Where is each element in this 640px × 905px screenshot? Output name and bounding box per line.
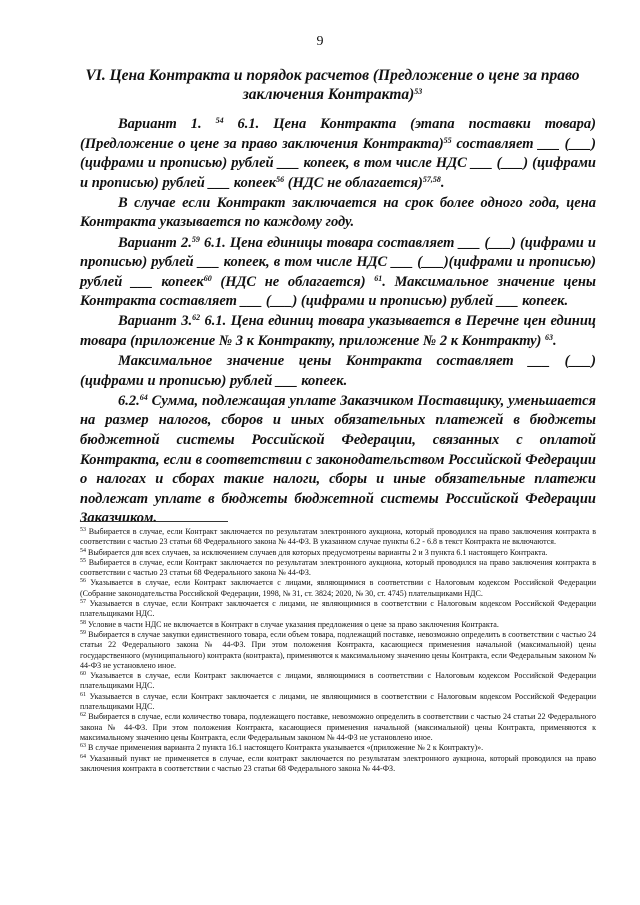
footnote	[80, 671, 596, 692]
footnote-number: 54	[80, 547, 86, 554]
footnote-number: 60	[80, 671, 86, 678]
paragraph-text: Вариант 1.	[118, 116, 216, 132]
footnote-ref: 59	[191, 234, 200, 244]
footnote	[80, 712, 596, 743]
body-paragraph	[80, 234, 596, 312]
footnote-divider	[80, 521, 228, 522]
paragraph-text: Максимальное значение цены Контракта составляет ___ (___) (цифрами и прописью) рублей ___ копеек.	[80, 353, 596, 389]
footnote	[80, 578, 596, 599]
footnote	[80, 527, 596, 548]
paragraph-text: Вариант 3.	[118, 313, 193, 330]
paragraph-text: 6.1. Цена Контракта (этапа поставки товара) (Предложение о цене за право заключения Контракта)	[80, 116, 596, 152]
paragraph-text: Сумма, подлежащая уплате Заказчиком Поставщику, уменьшается на размер налогов, сборов и иных обязательных платежей в бюджеты бюджетной системы Российской Федерации, связанных с оплатой Контракта, если в соответствии с законодательством Российской Федерации о налогах и сборах такие налоги, сборы и иные обязательные платежи подлежат уплате в бюджеты бюджетной системы Российской Федерации Заказчиком.	[80, 392, 596, 527]
paragraph-text: . Максимальное значение цены Контракта составляет ___ (___) (цифрами и прописью) рублей ___ копеек.	[80, 273, 596, 310]
footnote-text: Выбирается для всех случаев, за исключением случаев для которых предусмотрены варианты 2 и 3 пункта 6.1 настоящего Контракта.	[86, 547, 548, 557]
paragraph-text: В случае если Контракт заключается на срок более одного года, цена Контракта указывается по каждому году.	[80, 194, 596, 231]
footnote-ref: 61	[374, 273, 383, 283]
footnote	[80, 630, 596, 671]
footnote-text: Указывается в случае, если Контракт заключается с лицами, являющимися в соответствии с Налоговым кодексом Российской Федерации (Собрание законодательства Российской Федерации, 1998, № 31, ст. 3824; 2020, № 30, ст. 4745) плательщиками НДС.	[80, 578, 596, 598]
footnote	[80, 692, 596, 713]
body-paragraph	[80, 312, 596, 351]
body-paragraph	[80, 392, 596, 529]
footnote-text: Выбирается в случае закупки единственного товара, если объем товара, подлежащий поставке, невозможно определить в соответствии с частью 24 статьи 22 Федерального закона № 44-ФЗ. При этом положения Контракта, касающиеся применения начальной (максимальной) цены государственного (муниципального) контракта (контракта), применяются к максимальному значению цены Контракта, если Федеральным законом № 44-ФЗ не установлено иное.	[80, 629, 596, 670]
heading-footnote-ref: 53	[414, 87, 423, 96]
footnote-number: 61	[80, 691, 86, 698]
paragraph-text: 6.2.	[118, 392, 140, 409]
footnote-number: 58	[80, 619, 86, 626]
footnote-text: Указывается в случае, если Контракт заключается с лицами, не являющимися в соответствии с Налоговым кодексом Российской Федерации плательщиками НДС.	[80, 691, 596, 712]
paragraph-text: .	[553, 333, 557, 350]
footnote-text: В случае применения варианта 2 пункта 16.1 настоящего Контракта указывается «(приложение № 2 к Контракту)».	[86, 743, 484, 753]
footnote-text: Выбирается в случае, если Контракт заключается по результатам электронного аукциона, который проводился на право заключения контракта в соответствии с частью 23 статьи 68 Федерального закона № 44-ФЗ. В указанном случае пункты 6.2 - 6.8 в текст Контракта не включаются.	[80, 527, 596, 547]
footnote-number: 55	[80, 557, 86, 564]
footnote-text: Указывается в случае, если Контракт заключается с лицами, являющимися в соответствии с Налоговым кодексом Российской Федерации плательщиками НДС.	[80, 671, 596, 691]
footnote	[80, 620, 596, 630]
footnote-text: Указывается в случае, если Контракт заключается с лицами, не являющимися в соответствии с Налоговым кодексом Российской Федерации плательщиками НДС.	[80, 599, 596, 619]
footnote	[80, 743, 596, 753]
body-paragraph	[80, 352, 596, 391]
footnote-text: Условие в части НДС не включается в Контракт в случае указания предложения о цене за право заключения Контракта.	[86, 619, 499, 629]
paragraph-text: (НДС не облагается)	[211, 273, 375, 290]
footnote-text: Выбирается в случае, если количество товара, подлежащего поставке, невозможно определить в соответствии с частью 24 статьи 22 Федерального закона № 44-ФЗ. При этом положения Контракта, касающиеся применения начальной (максимальной) цены Контракта, применяются к максимальному значению цены Контракта, если Федеральным законом № 44-ФЗ не установлено иное.	[80, 712, 596, 742]
footnote-number: 56	[80, 578, 86, 585]
footnote-number: 64	[80, 753, 86, 760]
page-number: 9	[316, 34, 324, 49]
footnote-ref: 60	[203, 273, 212, 283]
footnote-ref: 55	[443, 135, 452, 145]
footnote-ref: 63	[545, 333, 553, 343]
body-paragraph	[80, 194, 596, 233]
footnote-text: Выбирается в случае, если Контракт заключается по результатам электронного аукциона, который проводился на право заключения контракта в соответствии с частью 23 статьи 68 Федерального закона № 44-ФЗ.	[80, 557, 596, 578]
footnotes	[80, 527, 596, 774]
footnote-ref: 54	[215, 116, 224, 125]
footnote-number: 59	[80, 629, 86, 636]
footnote	[80, 599, 596, 620]
paragraph-text: .	[440, 174, 445, 191]
section-heading-text: VI. Цена Контракта и порядок расчетов (Предложение о цене за право заключения Контракта)	[85, 67, 580, 103]
footnote-number: 62	[80, 712, 86, 719]
footnote-number: 53	[80, 527, 86, 533]
body-paragraph	[80, 115, 596, 193]
footnote-ref: 64	[139, 392, 148, 402]
paragraph-text: 6.1. Цена единиц товара указывается в Перечне цен единиц товара (приложение № 3 к Контракту, приложение № 2 к Контракту)	[80, 313, 596, 350]
footnote-ref: 57,58	[422, 174, 441, 184]
footnote-ref: 62	[192, 313, 201, 323]
footnote	[80, 548, 596, 558]
paragraph-text: составляет ___ (___) (цифрами и прописью) рублей ___ копеек, в том числе НДС ___ (___) (цифрами и прописью) рублей ___ копеек	[80, 135, 596, 191]
footnote-number: 57	[80, 599, 86, 606]
footnote-number: 63	[80, 743, 86, 750]
paragraph-text: Вариант 2.	[118, 234, 192, 251]
footnote	[80, 558, 596, 579]
footnote	[80, 754, 596, 775]
paragraph-text: 6.1. Цена единицы товара составляет ___ (___) (цифрами и прописью) рублей ___ копеек, в том числе НДС ___ (___)(цифрами и прописью) рублей ___ копеек	[80, 234, 596, 290]
paragraph-text: (НДС не облагается)	[284, 174, 423, 191]
footnote-ref: 56	[276, 174, 285, 184]
section-heading	[80, 66, 585, 104]
body-text	[80, 115, 596, 529]
footnote-text: Указанный пункт не применяется в случае, если контракт заключается по результатам электронного аукциона, который проводился на право заключения контракта в соответствии с частью 23 статьи 68 Федерального закона № 44-ФЗ.	[80, 753, 596, 773]
